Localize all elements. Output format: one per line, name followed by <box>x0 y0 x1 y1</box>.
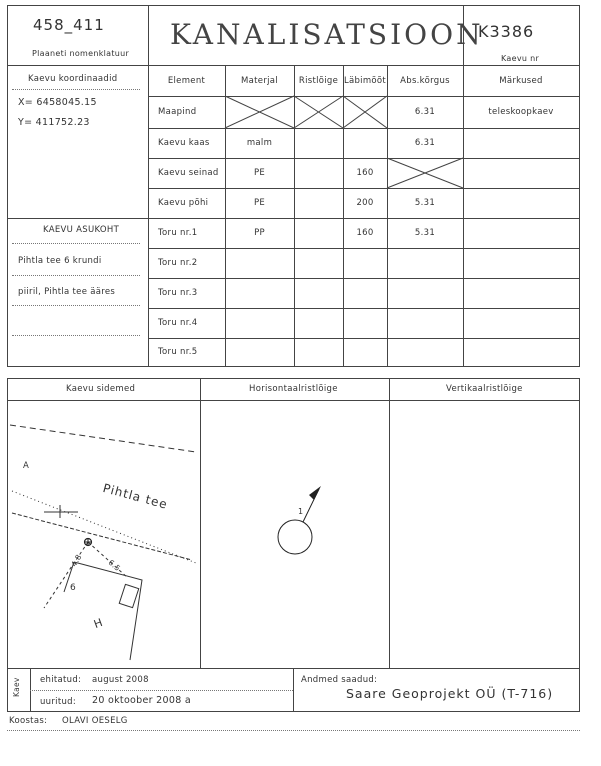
frame-left <box>7 5 8 366</box>
author-name: OLAVI OESELG <box>62 716 128 726</box>
vertical-section-heading: Vertikaalristlõige <box>446 384 523 394</box>
data-source-value: Saare Geoprojekt OÜ (T-716) <box>346 686 554 701</box>
dim-6: 6 <box>70 583 77 593</box>
row-materjal: PP <box>254 228 265 238</box>
drawings-right <box>579 378 580 668</box>
frame-top <box>7 5 580 6</box>
location-heading: KAEVU ASUKOHT <box>43 225 120 235</box>
drawings-top <box>7 378 580 379</box>
footer-left <box>7 668 8 711</box>
row-element: Kaevu kaas <box>158 138 210 148</box>
row-markused: teleskoopkaev <box>488 107 554 117</box>
drawings-header-line <box>7 400 580 401</box>
row-element: Toru nr.4 <box>158 318 198 328</box>
row-abs: 6.31 <box>414 138 436 148</box>
pipe-label: 1 <box>298 507 304 516</box>
label-a: A <box>23 461 30 471</box>
row-materjal: malm <box>246 138 273 148</box>
measured-date: 20 oktoober 2008 a <box>92 695 191 706</box>
header-ristloige: Ristlõige <box>298 75 339 86</box>
well-number: K3386 <box>478 22 535 41</box>
coordinates-heading: Kaevu koordinaadid <box>28 74 118 84</box>
footer-right <box>579 668 580 711</box>
plan-number: 458_411 <box>33 16 105 34</box>
ties-heading: Kaevu sidemed <box>66 384 136 394</box>
location-line2: piiril, Pihtla tee ääres <box>18 287 116 297</box>
page-title: KANALISATSIOON <box>170 18 484 51</box>
header-element: Element <box>167 75 206 86</box>
row-element: Kaevu seinad <box>158 168 219 178</box>
drawings-left <box>7 378 8 668</box>
kaev-label: Kaev <box>12 677 21 697</box>
location-rule3 <box>12 335 140 336</box>
frame-right <box>579 5 580 366</box>
plan-number-label: Plaaneti nomenklatuur <box>32 49 130 58</box>
row-element: Toru nr.1 <box>158 228 198 238</box>
header-materjal: Materjal <box>241 75 278 86</box>
drawings-divider-2 <box>389 378 390 668</box>
row-element: Toru nr.2 <box>158 258 198 268</box>
author-rule <box>7 730 580 731</box>
built-date: august 2008 <box>92 675 149 685</box>
street-label: Pihtla tee <box>101 481 170 512</box>
row-element: Kaevu põhi <box>158 198 209 208</box>
coordinate-x: X= 6458045.15 <box>18 97 97 108</box>
row-labimoot: 200 <box>356 198 374 208</box>
drawings-divider-1 <box>200 378 201 668</box>
dim-6-5: 6.5 <box>106 557 123 574</box>
measured-label: uuritud: <box>40 697 77 707</box>
row-abs: 6.31 <box>414 107 436 117</box>
row-abs: 5.31 <box>414 228 436 238</box>
row-element: Toru nr.3 <box>158 288 198 298</box>
header-labimoot: Läbimõõt <box>343 75 387 86</box>
location-line1: Pihtla tee 6 krundi <box>18 256 102 266</box>
row-materjal: PE <box>253 198 266 208</box>
author-label: Koostas: <box>9 716 48 726</box>
frame-bottom <box>7 366 580 367</box>
row-abs: 5.31 <box>414 198 436 208</box>
row-line-left <box>7 218 148 219</box>
label-h: H <box>92 615 105 632</box>
coord-underline <box>12 89 140 90</box>
dim-4-8: 4.8 <box>69 552 84 569</box>
row-element: Toru nr.5 <box>158 347 198 357</box>
horizontal-section-heading: Horisontaalristlõige <box>249 384 338 394</box>
header-markused: Märkused <box>499 75 543 86</box>
footer-dates-divider <box>30 690 293 691</box>
header-abs-korgus: Abs.kõrgus <box>400 75 450 86</box>
row-labimoot: 160 <box>356 168 374 178</box>
built-label: ehitatud: <box>40 675 82 685</box>
row-materjal: PE <box>253 168 266 178</box>
col-divider-ristloige <box>294 65 295 366</box>
location-rule2 <box>12 305 140 306</box>
location-underline <box>12 243 140 244</box>
row-element: Maapind <box>158 107 197 117</box>
well-number-label: Kaevu nr <box>501 54 540 63</box>
footer-mid-divider <box>293 668 294 711</box>
row-labimoot: 160 <box>356 228 374 238</box>
location-rule1 <box>12 275 140 276</box>
footer-bottom <box>7 711 580 712</box>
coordinate-y: Y= 411752.23 <box>18 117 90 128</box>
data-source-label: Andmed saadud: <box>301 675 378 685</box>
